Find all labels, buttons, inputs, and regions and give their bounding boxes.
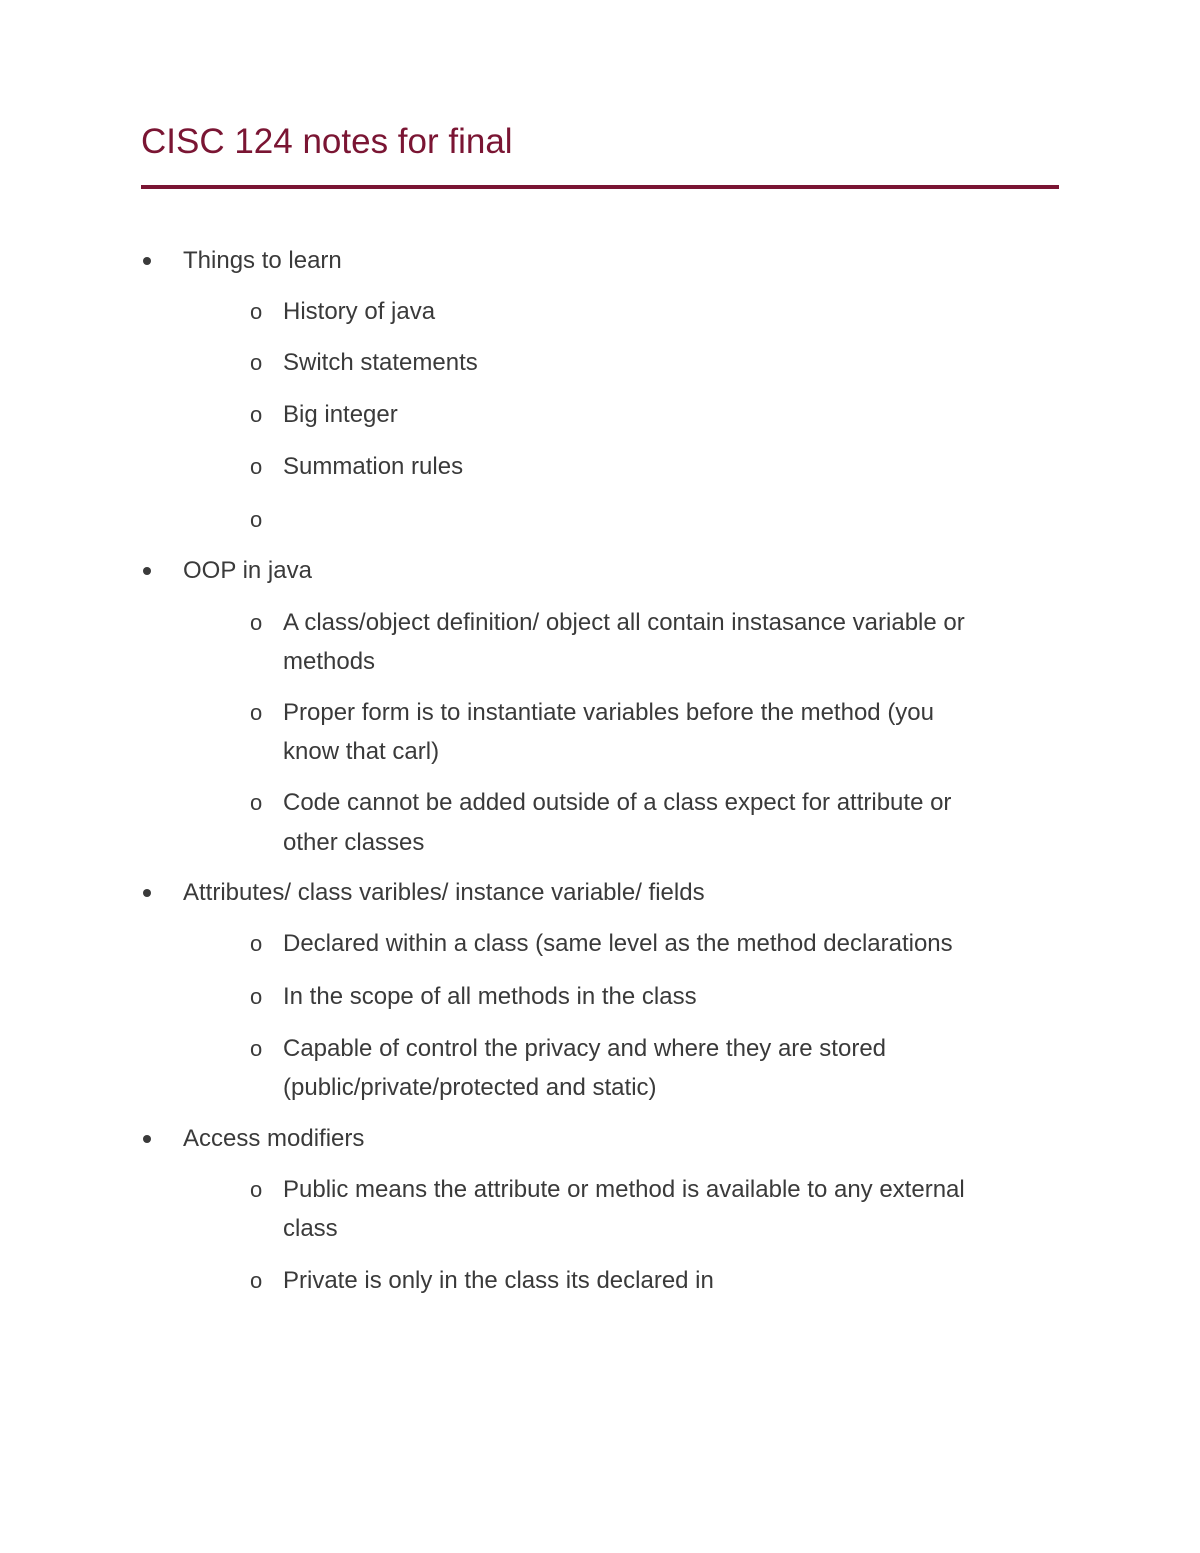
title-divider: [141, 185, 1059, 189]
list-item: Private is only in the class its declared in: [283, 1267, 714, 1294]
sub-bullet-icon: o: [250, 402, 263, 427]
list-item-line: Code cannot be added outside of a class expect for attribute or: [283, 789, 952, 816]
section-heading: Things to learn: [183, 247, 342, 274]
bullet-icon: [143, 889, 151, 897]
sub-bullet-icon: o: [250, 1036, 263, 1061]
list-item: Summation rules: [283, 453, 464, 480]
sub-bullet-icon: o: [250, 790, 263, 815]
list-item-line: Proper form is to instantiate variables before the method (you: [283, 699, 934, 726]
sub-bullet-icon: o: [250, 299, 263, 324]
sub-bullet-icon: o: [250, 454, 263, 479]
list-item: Switch statements: [283, 349, 478, 376]
list-item-line: methods: [283, 648, 376, 675]
sub-bullet-icon: o: [250, 700, 263, 725]
section-heading: OOP in java: [183, 557, 312, 584]
sub-bullet-icon: o: [250, 1268, 263, 1293]
sub-bullet-icon: o: [250, 1177, 263, 1202]
list-item: In the scope of all methods in the class: [283, 983, 697, 1010]
sub-bullet-icon: o: [250, 931, 263, 956]
list-item: History of java: [283, 298, 436, 325]
list-item-line: Capable of control the privacy and where they are stored: [283, 1035, 887, 1062]
list-item-line: know that carl): [283, 738, 440, 765]
list-item-line: Public means the attribute or method is available to any external: [283, 1176, 965, 1203]
list-item-line: A class/object definition/ object all contain instasance variable or: [283, 609, 965, 636]
section-heading: Access modifiers: [183, 1125, 365, 1152]
list-item-line: other classes: [283, 829, 425, 856]
section-heading: Attributes/ class varibles/ instance variable/ fields: [183, 879, 705, 906]
bullet-icon: [143, 567, 151, 575]
bullet-icon: [143, 1135, 151, 1143]
list-item-line: (public/private/protected and static): [283, 1074, 657, 1101]
bullet-icon: [143, 257, 151, 265]
list-item: Big integer: [283, 401, 398, 428]
list-item-line: class: [283, 1215, 338, 1242]
sub-bullet-icon: o: [250, 984, 263, 1009]
sub-bullet-icon: o: [250, 507, 263, 532]
page-title: CISC 124 notes for final: [141, 122, 513, 161]
sub-bullet-icon: o: [250, 350, 263, 375]
list-item: Declared within a class (same level as the method declarations: [283, 930, 953, 957]
sub-bullet-icon: o: [250, 610, 263, 635]
